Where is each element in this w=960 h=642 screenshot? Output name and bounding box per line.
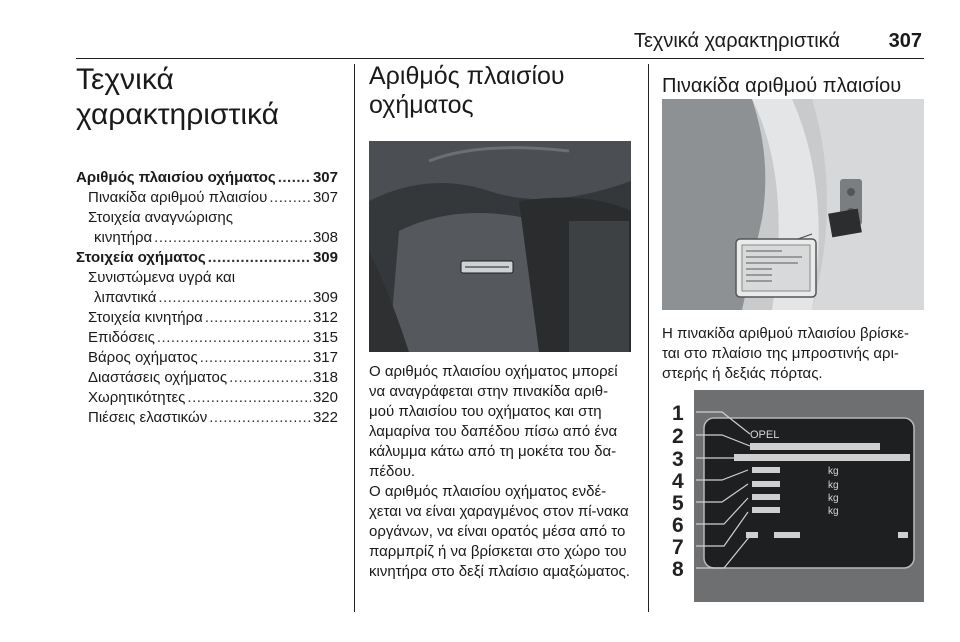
column-divider — [648, 64, 649, 612]
callout-3: 3 — [672, 448, 684, 471]
toc-entry[interactable]: Αριθμός πλαισίου οχήματος ..... 307 — [76, 168, 338, 188]
callout-8: 8 — [672, 558, 684, 581]
chapter-column — [76, 62, 338, 428]
toc-entry-line[interactable]: Στοιχεία αναγνώρισης — [88, 209, 233, 226]
toc-entry[interactable]: Χωρητικότητες ..... 320 — [76, 388, 338, 408]
callout-5: 5 — [672, 492, 684, 515]
toc-entry[interactable]: Βάρος οχήματος ..... 317 — [76, 348, 338, 368]
toc-entry[interactable]: Πινακίδα αριθμού πλαισίου ..... 307 — [76, 188, 338, 208]
toc-entry[interactable]: Στοιχεία οχήματος ..... 309 — [76, 248, 338, 268]
callout-6: 6 — [672, 514, 684, 537]
vin-alt-location-paragraph: Ο αριθμός πλαισίου οχήματος ενδέ-χεται να είναι χαραγμένος στον πί-νακα οργάνων, να είναι ορατός μέσα από το παρμπρίζ ή να βρίσκεται στο χώρο του κινητήρα στο δεξί πλαίσιο αμαξώματος. — [369, 483, 630, 580]
unit-label: kg — [828, 493, 839, 504]
toc-entry[interactable]: Στοιχεία κινητήρα ..... 312 — [76, 308, 338, 328]
toc-entry[interactable]: Πιέσεις ελαστικών ..... 322 — [76, 408, 338, 428]
toc-entry[interactable]: κινητήρα ..... 308 — [76, 228, 338, 248]
callout-7: 7 — [672, 536, 684, 559]
vin-plate-diagram — [662, 390, 924, 602]
floor-vin-photo — [369, 141, 631, 352]
page-number: 307 — [888, 30, 922, 52]
table-of-contents — [76, 168, 338, 428]
running-header-title: Τεχνικά χαρακτηριστικά — [633, 30, 840, 52]
toc-entry[interactable]: λιπαντικά ..... 309 — [76, 288, 338, 308]
door-frame-photo — [662, 99, 924, 310]
floor-vin-illustration — [369, 141, 631, 352]
toc-entry-line[interactable]: Συνιστώμενα υγρά και — [88, 269, 236, 286]
vin-plate-illustration — [662, 390, 924, 602]
toc-entry[interactable]: Επιδόσεις ..... 315 — [76, 328, 338, 348]
page-header — [0, 30, 922, 54]
callout-2: 2 — [672, 425, 684, 448]
header-rule — [76, 58, 924, 59]
callout-4: 4 — [672, 470, 684, 493]
plate-location-paragraph: Η πινακίδα αριθμού πλαισίου βρίσκε-ται στο πλαίσιο της μπροστινής αρι-στερής ή δεξιάς πόρτας. — [662, 325, 909, 382]
unit-label: kg — [828, 466, 839, 477]
door-frame-illustration — [662, 99, 924, 310]
column-divider — [354, 64, 355, 612]
unit-label: kg — [828, 506, 839, 517]
vin-column — [369, 62, 631, 580]
chapter-title: Τεχνικά χαρακτηριστικά — [76, 63, 279, 131]
plate-brand: OPEL — [750, 429, 780, 441]
unit-label: kg — [828, 480, 839, 491]
plate-column — [662, 62, 924, 382]
callout-1: 1 — [672, 402, 684, 425]
section-title: Αριθμός πλαισίου οχήματος — [369, 62, 565, 119]
vin-location-paragraph: Ο αριθμός πλαισίου οχήματος μπορεί να αναγράφεται στην πινακίδα αριθ-μού πλαισίου του οχήματος και στη λαμαρίνα του δαπέδου πίσω από ένα κάλυμμα κάτω από τη μοκέτα του δα-πέδου. — [369, 363, 618, 480]
toc-entry[interactable]: Διαστάσεις οχήματος ..... 318 — [76, 368, 338, 388]
subsection-title: Πινακίδα αριθμού πλαισίου — [662, 75, 902, 97]
